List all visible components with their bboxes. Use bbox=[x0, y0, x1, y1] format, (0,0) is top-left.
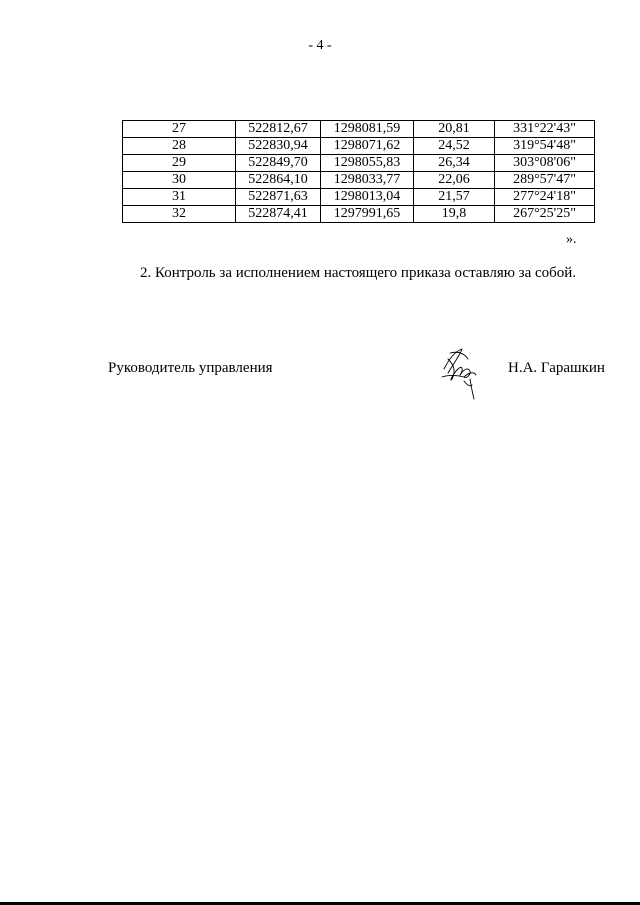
y-coordinate-cell: 1297991,65 bbox=[321, 206, 414, 223]
table-row bbox=[123, 172, 595, 189]
distance-cell: 26,34 bbox=[414, 155, 495, 172]
table-row bbox=[123, 121, 595, 138]
bearing-cell: 289°57'47" bbox=[495, 172, 595, 189]
handwritten-signature bbox=[430, 335, 500, 405]
bearing-cell: 277°24'18" bbox=[495, 189, 595, 206]
x-coordinate-cell: 522849,70 bbox=[236, 155, 321, 172]
bearing-cell: 267°25'25" bbox=[495, 206, 595, 223]
bearing-cell: 303°08'06" bbox=[495, 155, 595, 172]
y-coordinate-cell: 1298033,77 bbox=[321, 172, 414, 189]
distance-cell: 22,06 bbox=[414, 172, 495, 189]
page-number: - 4 - bbox=[308, 38, 332, 53]
bearing-cell: 331°22'43" bbox=[495, 121, 595, 138]
paragraph-2: 2. Контроль за исполнением настоящего приказа оставляю за собой. bbox=[140, 265, 577, 281]
y-coordinate-cell: 1298055,83 bbox=[321, 155, 414, 172]
y-coordinate-cell: 1298013,04 bbox=[321, 189, 414, 206]
distance-cell: 21,57 bbox=[414, 189, 495, 206]
point-number-cell: 32 bbox=[123, 206, 236, 223]
y-coordinate-cell: 1298071,62 bbox=[321, 138, 414, 155]
distance-cell: 24,52 bbox=[414, 138, 495, 155]
distance-cell: 20,81 bbox=[414, 121, 495, 138]
signatory-name: Н.А. Гарашкин bbox=[508, 360, 605, 376]
x-coordinate-cell: 522864,10 bbox=[236, 172, 321, 189]
y-coordinate-cell: 1298081,59 bbox=[321, 121, 414, 138]
point-number-cell: 27 bbox=[123, 121, 236, 138]
table-row bbox=[123, 138, 595, 155]
table-row bbox=[123, 206, 595, 223]
point-number-cell: 28 bbox=[123, 138, 236, 155]
distance-cell: 19,8 bbox=[414, 206, 495, 223]
table-row bbox=[123, 189, 595, 206]
bearing-cell: 319°54'48" bbox=[495, 138, 595, 155]
x-coordinate-cell: 522812,67 bbox=[236, 121, 321, 138]
table-row bbox=[123, 155, 595, 172]
point-number-cell: 31 bbox=[123, 189, 236, 206]
point-number-cell: 29 bbox=[123, 155, 236, 172]
coordinates-table bbox=[122, 120, 595, 223]
closing-quote: ». bbox=[566, 232, 577, 247]
x-coordinate-cell: 522874,41 bbox=[236, 206, 321, 223]
point-number-cell: 30 bbox=[123, 172, 236, 189]
signatory-position: Руководитель управления bbox=[108, 360, 273, 376]
x-coordinate-cell: 522830,94 bbox=[236, 138, 321, 155]
x-coordinate-cell: 522871,63 bbox=[236, 189, 321, 206]
